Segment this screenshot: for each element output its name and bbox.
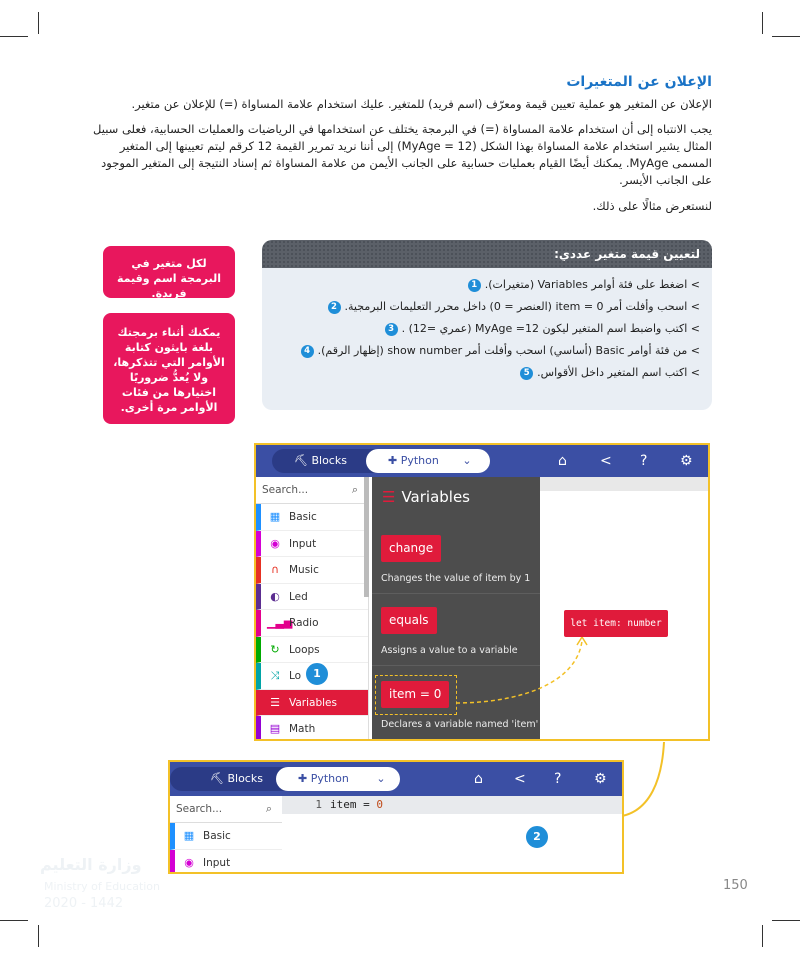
crop-mark [0, 36, 28, 37]
category-logic[interactable]: ⤨ Lo [256, 663, 368, 690]
callout-badge: 1 [304, 661, 330, 687]
crop-mark [772, 920, 800, 921]
toggle-icon: ◐ [270, 589, 280, 603]
refresh-icon: ↻ [270, 642, 280, 656]
crop-mark [38, 12, 39, 34]
python-toggle[interactable]: ✚ Python [366, 449, 490, 473]
category-basic[interactable]: ▦ Basic [170, 823, 282, 850]
headphones-icon: ∩ [270, 563, 280, 576]
instruction-title: لتعيين قيمة متغير عددي: [262, 240, 712, 268]
calculator-icon: ▤ [269, 722, 281, 735]
callout-badge: 2 [524, 824, 550, 850]
search-icon: ⌕ [351, 483, 358, 496]
share-icon[interactable]: < [600, 453, 612, 469]
category-input[interactable]: ◉ Input [256, 531, 368, 558]
python-toggle[interactable]: ✚ Python [276, 767, 400, 791]
instruction-list [262, 268, 712, 384]
help-icon[interactable]: ? [554, 771, 562, 787]
circle-dot-icon: ◉ [270, 536, 280, 550]
example-paragraph: لنستعرض مثالًا على ذلك. [592, 199, 712, 213]
category-loops[interactable]: ↻ Loops [256, 637, 368, 664]
list-icon: ☰ [270, 695, 280, 709]
code-line[interactable] [282, 796, 622, 814]
line-number: 1 [315, 798, 322, 811]
flyout-title: ☰ Variables [382, 488, 471, 506]
instruction-step: > اكتب اسم المتغير داخل الأقواس.5 [274, 362, 700, 384]
editor-topbar [170, 762, 622, 796]
equals-block-description: Assigns a value to a variable [381, 645, 518, 656]
category-basic[interactable]: ▦ Basic [256, 504, 368, 531]
gear-icon[interactable]: ⚙ [680, 453, 693, 469]
python-icon: ✚ [298, 772, 311, 785]
section-heading: الإعلان عن المتغيرات [566, 74, 712, 90]
watermark-year: 2020 - 1442 [44, 896, 124, 911]
step-number-badge: 4 [301, 345, 314, 358]
category-input[interactable]: ◉ Input [170, 850, 282, 875]
category-variables[interactable]: ☰ Variables [256, 690, 368, 717]
instruction-step: > من فئة أوامر Basic (أساسي) اسحب وأفلت أمر show number (إظهار الرقم).4 [274, 340, 700, 362]
page-number: 150 [723, 878, 748, 893]
home-icon[interactable]: ⌂ [474, 771, 483, 787]
category-music[interactable]: ∩ Music [256, 557, 368, 584]
home-icon[interactable]: ⌂ [558, 453, 567, 469]
crop-mark [772, 36, 800, 37]
toolbox-search[interactable]: Search... ⌕ [256, 477, 368, 504]
category-radio[interactable]: ▁▃▅Radio [256, 610, 368, 637]
blocks-toggle[interactable]: ⛏ Blocks [170, 767, 300, 791]
item-block-description: Declares a variable named 'item' [381, 719, 539, 730]
python-code-editor[interactable] [282, 796, 622, 872]
gear-icon[interactable]: ⚙ [594, 771, 607, 787]
body-paragraph: يجب الانتباه إلى أن استخدام علامة المساواة (=) في البرمجة يختلف عن استخدامها في الرياضيات والعمليات الحسابية، فعلى سبيل المثال يشير استخدام علامة المساواة بهذا الشكل (MyAge = 12) إلى أننا نريد تمرير القيمة 12 كرقم ليتم تعيينها إلى المتغير المسمى MyAge. يمكنك أيضًا القيام بعمليات حسابية على الجانب الأيمن من علامة المساواة ثم إسناد النتيجة إلى المتغير الموجود على الجانب الأيسر. [93, 122, 712, 187]
instruction-step: > اسحب وأفلت أمر item = 0 (العنصر = 0) داخل محرر التعليمات البرمجية.2 [274, 296, 700, 318]
watermark-english: Ministry of Education [44, 880, 161, 893]
chevron-down-icon: ⌄ [376, 772, 386, 785]
watermark-logo-text: وزارة التعليم [40, 855, 142, 874]
blocks-icon: ⛏ [210, 772, 228, 785]
intro-paragraph: الإعلان عن المتغير هو عملية تعيين قيمة ومعرّف (اسم فريد) للمتغير. عليك استخدام علامة المساواة (=) للإعلان عن متغير. [131, 97, 712, 111]
chevron-down-icon: ⌄ [462, 454, 472, 467]
circle-dot-icon: ◉ [184, 855, 194, 869]
item-equals-zero-block[interactable]: item = 0 [381, 681, 449, 708]
blocks-icon: ⛏ [294, 454, 312, 467]
share-icon[interactable]: < [514, 771, 526, 787]
language-dropdown[interactable] [370, 769, 392, 789]
python-icon: ✚ [388, 454, 401, 467]
category-led[interactable]: ◐ Led [256, 584, 368, 611]
step-number-badge: 3 [385, 323, 398, 336]
crop-mark [762, 12, 763, 34]
makecode-screenshot-python [168, 760, 624, 874]
instruction-step: > اكتب واضبط اسم المتغير ليكون MyAge =12 (عمري =12) .3 [274, 318, 700, 340]
note-python-typing: يمكنك أثناء برمجتك بلغة بايثون كتابة الأوامر التي تتذكرها، ولا يُعدُّ ضروريًا اختيارها من فئات الأوامر مرة أخرى. [103, 313, 235, 424]
shuffle-icon: ⤨ [270, 669, 280, 682]
instruction-box [262, 240, 712, 410]
toolbox-search[interactable]: Search... ⌕ [170, 796, 282, 823]
drag-arrow [256, 445, 710, 741]
signal-icon: ▁▃▅ [267, 616, 293, 629]
change-block-description: Changes the value of item by 1 [381, 573, 531, 584]
blocks-toggle[interactable]: ⛏ Blocks [272, 449, 392, 473]
let-item-block[interactable]: let item: number [564, 610, 668, 637]
list-icon: ☰ [382, 488, 396, 506]
step-number-badge: 2 [328, 301, 341, 314]
code-text: item = [330, 798, 377, 811]
crop-mark [38, 925, 39, 947]
instruction-step: > اضغط على فئة أوامر Variables (متغيرات).1 [274, 274, 700, 296]
search-icon: ⌕ [265, 802, 272, 815]
crop-mark [0, 920, 28, 921]
code-value: 0 [376, 798, 383, 811]
crop-mark [762, 925, 763, 947]
toolbox-sidebar [170, 796, 283, 872]
help-icon[interactable]: ? [640, 453, 648, 469]
note-variable-unique: لكل متغير في البرمجة اسم وقيمة فريدة. [103, 246, 235, 298]
category-math[interactable]: ▤ Math [256, 716, 368, 741]
change-block[interactable]: change [381, 535, 441, 562]
step-number-badge: 1 [468, 279, 481, 292]
equals-block[interactable]: equals [381, 607, 437, 634]
step-number-badge: 5 [520, 367, 533, 380]
makecode-screenshot-variables [254, 443, 710, 741]
grid-icon: ▦ [269, 510, 281, 523]
grid-icon: ▦ [183, 829, 195, 842]
